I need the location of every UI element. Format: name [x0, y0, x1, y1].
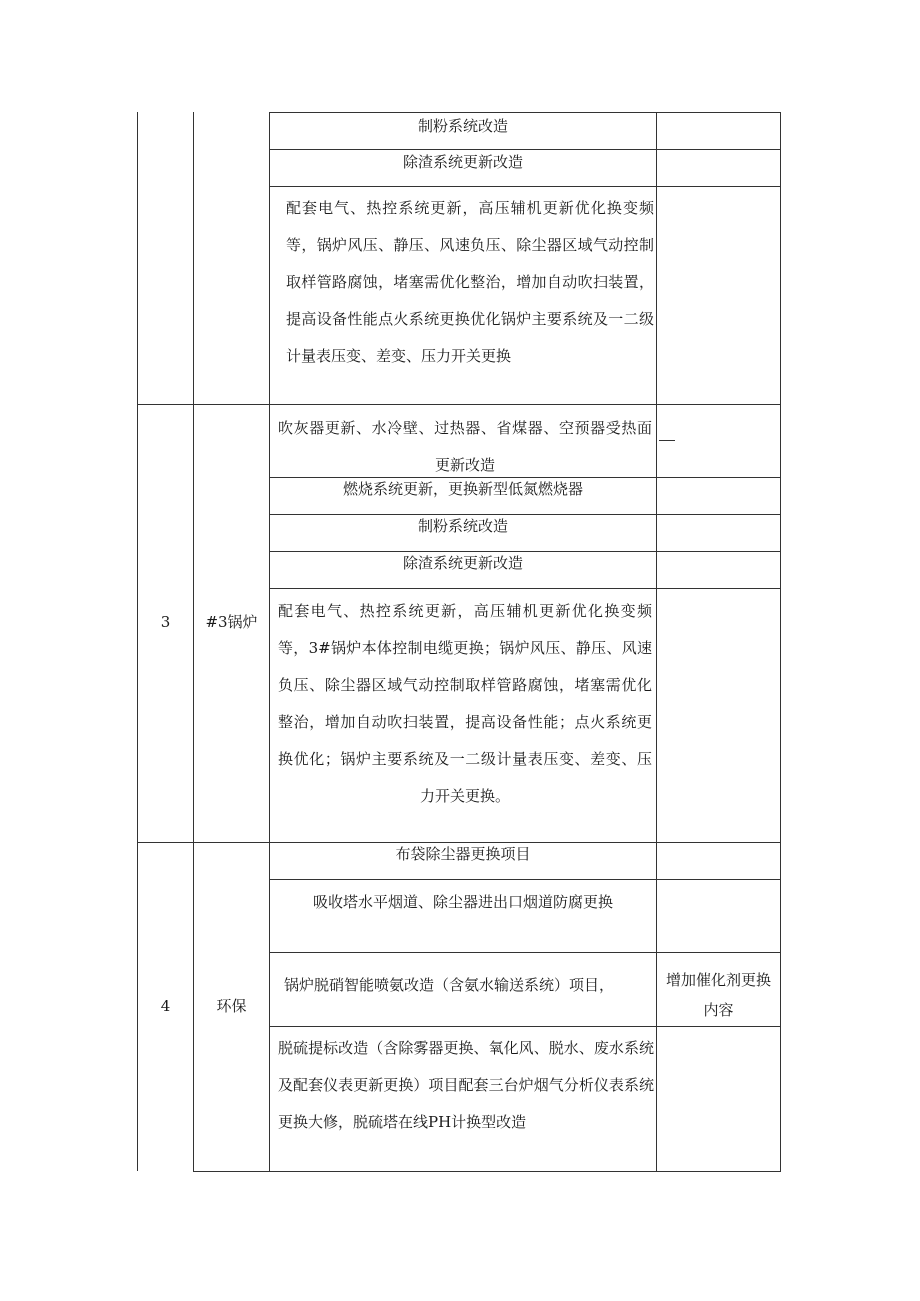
dash-mark	[659, 440, 675, 441]
item-cell: 锅炉脱硝智能喷氨改造（含氨水输送系统）项目，	[284, 975, 615, 994]
grid-line	[269, 588, 781, 589]
item-cell: 除渣系统更新改造	[402, 153, 523, 171]
grid-line	[137, 404, 781, 405]
item-cell: 配套电气、热控系统更新，高压辅机更新优化换变频等，锅炉风压、静压、风速负压、除尘器区域气动控制取样管路腐蚀，堵塞需优化整治，增加自动吹扫装置，提高设备性能点火系统更换优化锅炉主要系统及一二级计量表压变、差变、压力开关更换	[286, 199, 654, 365]
item-cell: 除渣系统更新改造	[402, 554, 523, 572]
remark-cell: 增加催化剂更换内容	[665, 971, 771, 1019]
item-cell: 吸收塔水平烟道、除尘器进出口烟道防腐更换	[312, 893, 613, 911]
item-cell: 配套电气、热控系统更新，高压辅机更新优化换变频等，3#锅炉本体控制电缆更换；锅炉风压、静压、风速负压、除尘器区域气动控制取样管路腐蚀，堵塞需优化整治，增加自动吹扫装置，提高设备性能；点火系统更换优化；锅炉主要系统及一二级计量表压变、差变、压力开关更换。	[278, 602, 652, 805]
grid-line	[780, 112, 781, 1171]
row-category: #3锅炉	[205, 613, 258, 631]
grid-line	[193, 1171, 781, 1172]
grid-line	[269, 879, 781, 880]
row-number: 4	[160, 997, 171, 1015]
row-category: 环保	[216, 997, 247, 1015]
item-cell: 布袋除尘器更换项目	[395, 845, 531, 863]
grid-line	[269, 186, 781, 187]
item-cell: 脱硫提标改造（含除雾器更换、氧化风、脱水、废水系统及配套仪表更新更换）项目配套三台炉烟气分析仪表系统更换大修，脱硫塔在线PH计换型改造	[278, 1039, 654, 1131]
item-cell: 吹灰器更新、水冷壁、过热器、省煤器、空预器受热面更新改造	[278, 419, 652, 474]
row-number: 3	[160, 613, 171, 631]
item-cell: 制粉系统改造	[417, 517, 508, 535]
item-cell: 燃烧系统更新，更换新型低氮燃烧器	[342, 480, 583, 498]
item-cell: 制粉系统改造	[417, 117, 508, 135]
